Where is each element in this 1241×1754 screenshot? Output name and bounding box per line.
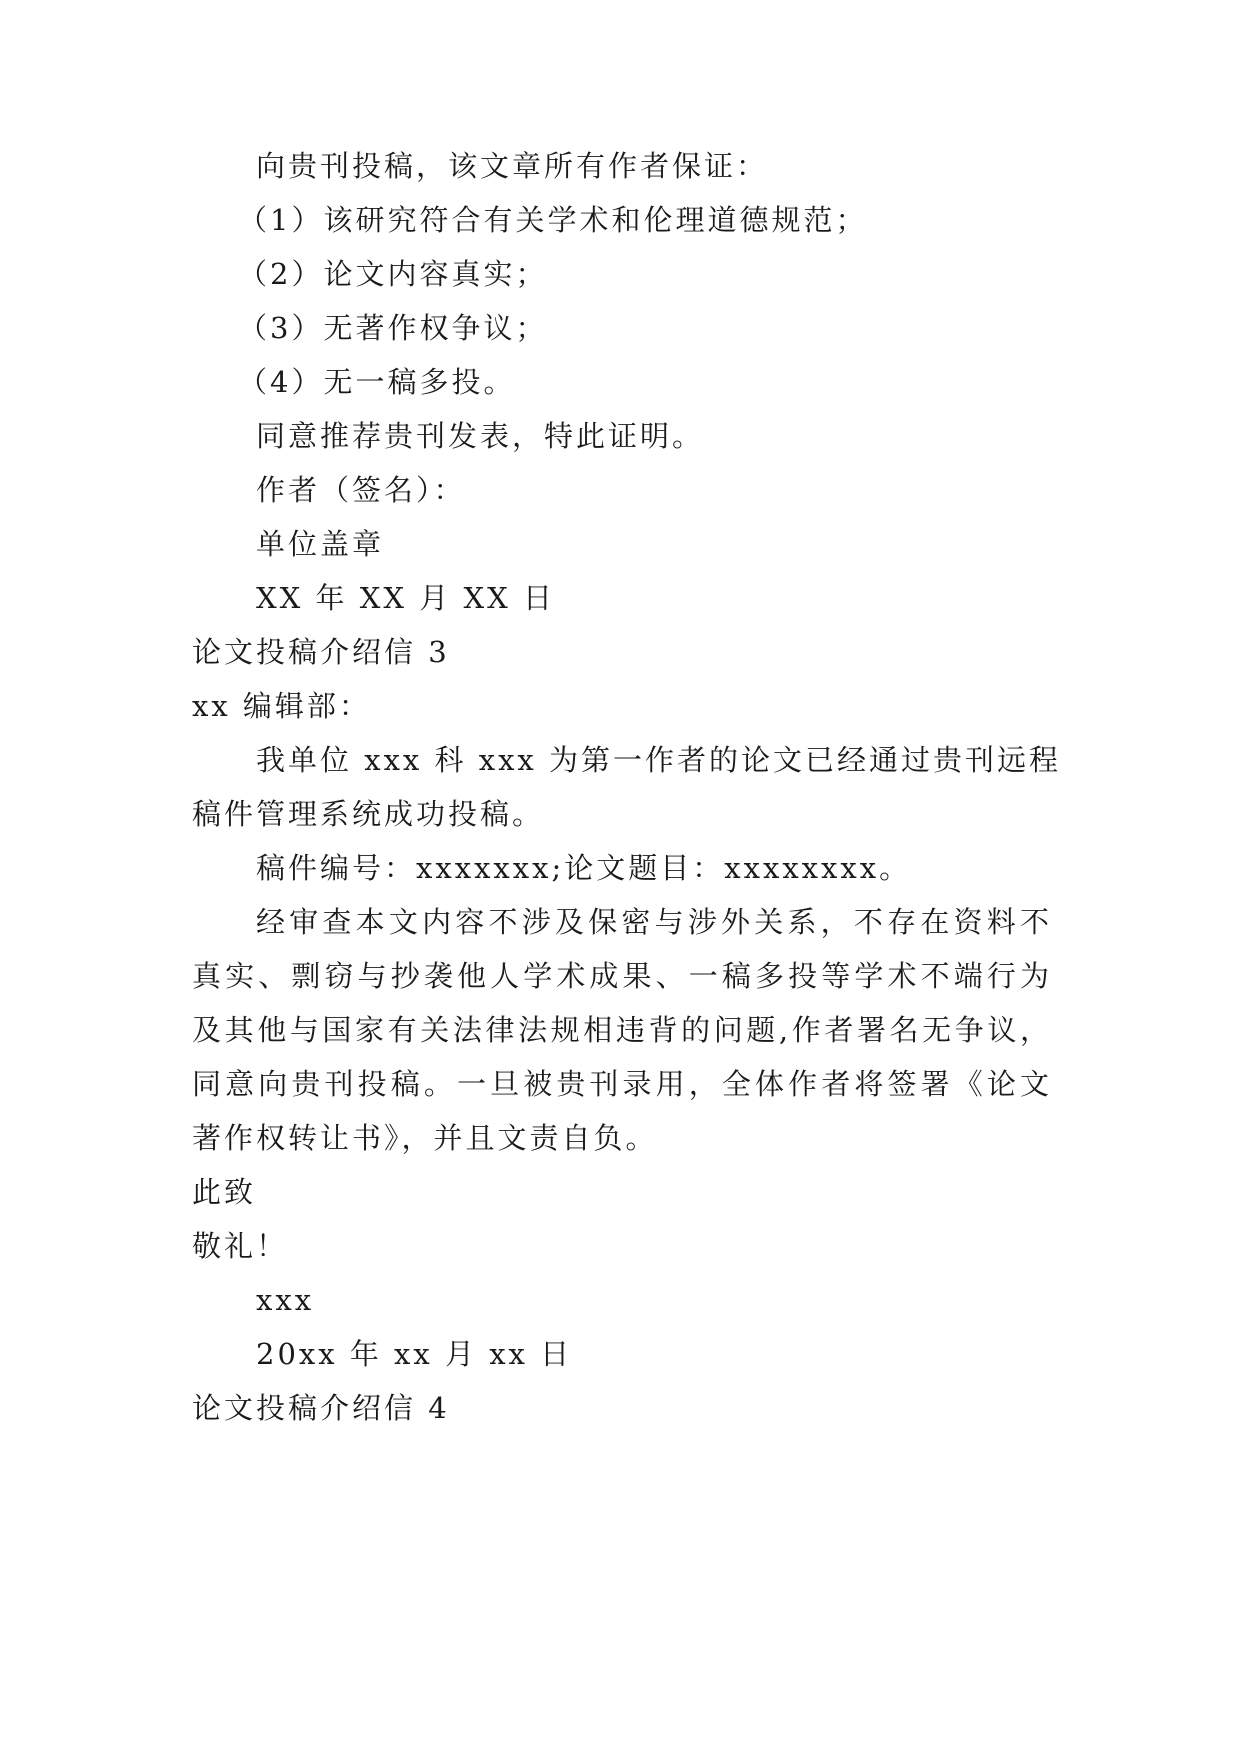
list-item: （1）该研究符合有关学术和伦理道德规范； (238, 203, 868, 237)
text-line: 我单位 xxx 科 xxx 为第一作者的论文已经通过贵刊远程 (256, 743, 1062, 777)
list-item: （2）论文内容真实； (238, 257, 548, 291)
text-line: 经审查本文内容不涉及保密与涉外关系，不存在资料不 (256, 905, 1052, 939)
text-line: 同意推荐贵刊发表，特此证明。 (256, 419, 705, 453)
date-line: 20xx 年 xx 月 xx 日 (256, 1337, 573, 1371)
list-item: （3）无著作权争议； (238, 311, 548, 345)
text-line: 著作权转让书》，并且文责自负。 (192, 1121, 658, 1155)
text-line: 向贵刊投稿，该文章所有作者保证： (256, 149, 769, 183)
text-line: 稿件管理系统成功投稿。 (192, 797, 545, 831)
closing-line: 此致 (192, 1175, 257, 1209)
text-line: 真实、剽窃与抄袭他人学术成果、一稿多投等学术不端行为 (192, 959, 1052, 993)
text-line: 及其他与国家有关法律法规相违背的问题,作者署名无争议， (192, 1013, 1052, 1047)
date-line: XX 年 XX 月 XX 日 (256, 581, 555, 615)
section-title: 论文投稿介绍信 4 (192, 1391, 450, 1425)
salutation: xx 编辑部： (192, 689, 371, 723)
text-line: 稿件编号：xxxxxxx;论文题目：xxxxxxxx。 (256, 851, 912, 885)
list-item: （4）无一稿多投。 (238, 365, 516, 399)
section-title: 论文投稿介绍信 3 (192, 635, 450, 669)
seal-label: 单位盖章 (256, 527, 385, 561)
text-line: 同意向贵刊投稿。一旦被贵刊录用，全体作者将签署《论文 (192, 1067, 1052, 1101)
signature-label: 作者（签名）： (256, 473, 466, 507)
sender-name: xxx (256, 1283, 315, 1317)
closing-line: 敬礼！ (192, 1229, 289, 1263)
